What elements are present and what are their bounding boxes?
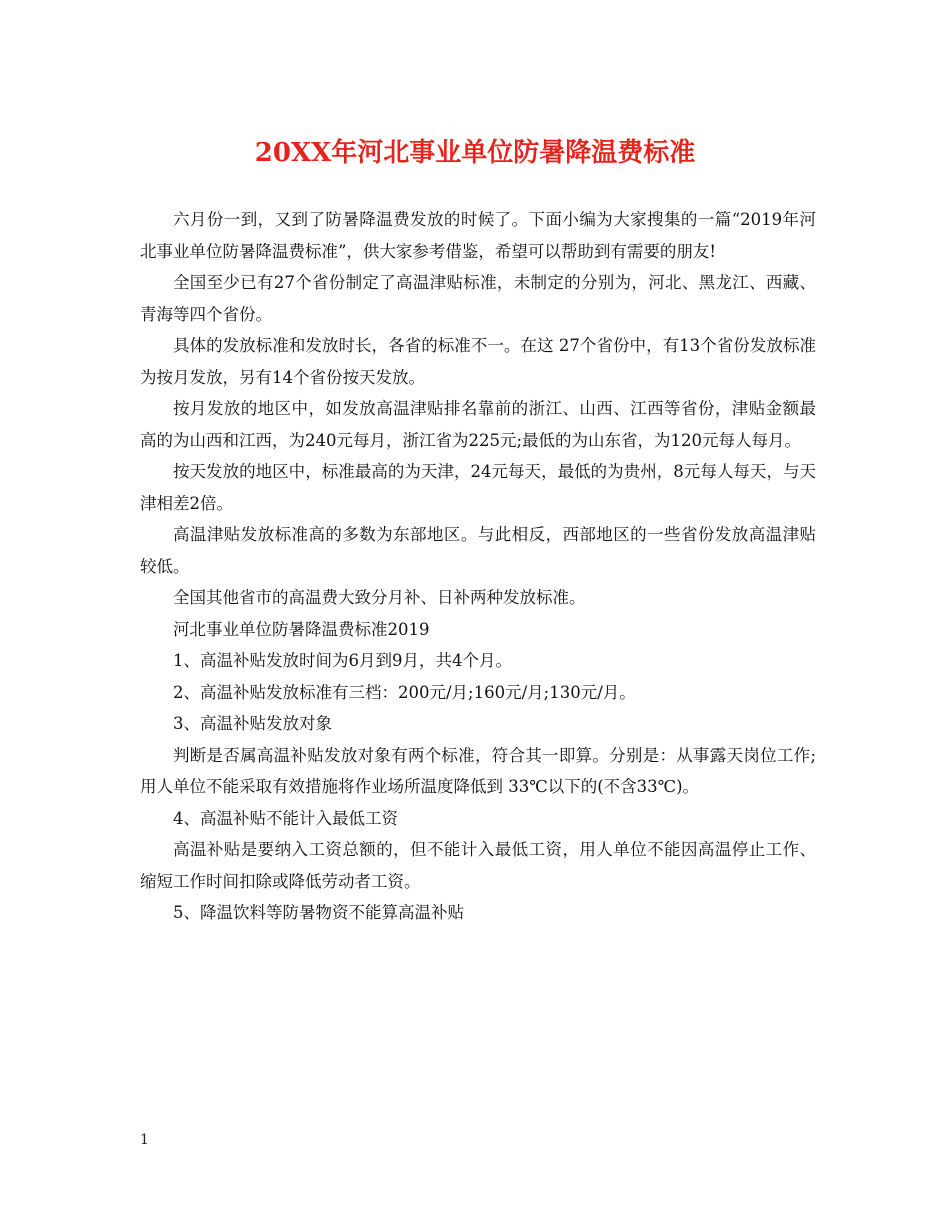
paragraph: 全国至少已有27个省份制定了高温津贴标准，未制定的分别为，河北、黑龙江、西藏、青海等四个省份。: [140, 273, 816, 324]
section-heading: 河北事业单位防暑降温费标准2019: [173, 619, 430, 639]
paragraph: 高温补贴是要纳入工资总额的，但不能计入最低工资，用人单位不能因高温停止工作、缩短工作时间扣除或降低劳动者工资。: [140, 840, 816, 891]
paragraph: 判断是否属高温补贴发放对象有两个标准，符合其一即算。分别是：从事露天岗位工作;用人单位不能采取有效措施将作业场所温度降低到 33℃以下的(不含33℃)。: [140, 745, 816, 796]
list-item: 1、高温补贴发放时间为6月到9月，共4个月。: [173, 651, 512, 670]
document-title: 20XX年河北事业单位防暑降温费标准: [254, 138, 696, 168]
document-body: [140, 204, 816, 929]
paragraph: 六月份一到，又到了防暑降温费发放的时候了。下面小编为大家搜集的一篇“2019年河北事业单位防暑降温费标准”，供大家参考借鉴，希望可以帮助到有需要的朋友!: [140, 210, 816, 261]
paragraph: 高温津贴发放标准高的多数为东部地区。与此相反，西部地区的一些省份发放高温津贴较低。: [140, 525, 816, 576]
list-item: 4、高温补贴不能计入最低工资: [173, 808, 398, 828]
paragraph: 全国其他省市的高温费大致分月补、日补两种发放标准。: [173, 588, 586, 607]
paragraph: 按月发放的地区中，如发放高温津贴排名靠前的浙江、山西、江西等省份，津贴金额最高的为山西和江西，为240元每月，浙江省为225元;最低的为山东省，为120元每人每月。: [140, 399, 816, 450]
list-item: 2、高温补贴发放标准有三档：200元/月;160元/月;130元/月。: [173, 682, 636, 702]
list-item: 3、高温补贴发放对象: [173, 714, 332, 733]
page-number: 1: [140, 1132, 149, 1148]
list-item: 5、降温饮料等防暑物资不能算高温补贴: [173, 903, 464, 922]
paragraph: 具体的发放标准和发放时长，各省的标准不一。在这 27个省份中，有13个省份发放标准为按月发放，另有14个省份按天发放。: [140, 336, 816, 387]
paragraph: 按天发放的地区中，标准最高的为天津，24元每天，最低的为贵州，8元每人每天，与天津相差2倍。: [140, 462, 816, 513]
